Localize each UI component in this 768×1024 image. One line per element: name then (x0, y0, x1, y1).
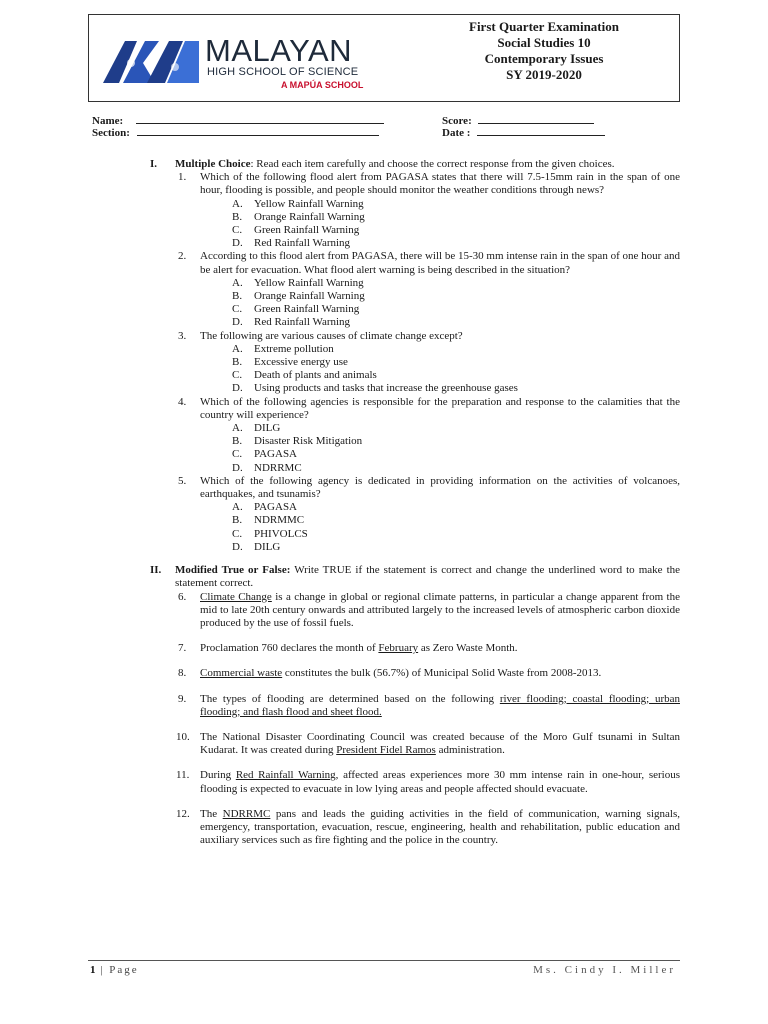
statement-text-before: The types of flooding are determined based on the following (200, 692, 500, 705)
option-letter: C. (232, 448, 243, 461)
answer-option[interactable] (232, 382, 680, 395)
statement-underlined: Red Rainfall Warning (235, 769, 336, 782)
answer-option[interactable] (232, 277, 680, 290)
part2-number: II. (150, 564, 162, 577)
statement-text-before: During (200, 769, 236, 782)
option-letter: A. (232, 276, 243, 289)
statement-number: 7. (178, 642, 187, 655)
question-number: 2. (178, 250, 187, 263)
option-letter: D. (232, 316, 243, 329)
option-letter: B. (232, 356, 243, 369)
option-letter: D. (232, 237, 243, 250)
option-text: Red Rainfall Warning (254, 237, 351, 250)
page-label: | Page (100, 964, 139, 976)
option-letter: C. (232, 527, 243, 540)
school-name: MALAYAN (205, 33, 353, 68)
statement-number: 8. (178, 667, 187, 680)
option-letter: B. (232, 514, 243, 527)
option-letter: B. (232, 210, 243, 223)
answer-option[interactable] (232, 303, 680, 316)
page-number: 1 (90, 964, 96, 976)
statement-item (150, 642, 680, 655)
multiple-choice-list (150, 171, 680, 554)
statement-text-after: is a change in global or regional climate patterns, in particular a change apparent from the mid to late 20th century onwards and attributed largely to the increased levels of atmospheric carbon dioxide produced by the use of fossil fuels. (200, 590, 680, 629)
exam-school-year: SY 2019-2020 (506, 67, 582, 82)
option-text: Red Rainfall Warning (254, 316, 351, 329)
statement-item (150, 693, 680, 719)
option-text: NDRRMC (254, 461, 302, 474)
question-item (150, 396, 680, 422)
option-text: Excessive energy use (254, 356, 348, 369)
option-letter: D. (232, 382, 243, 395)
statement-number: 10. (176, 730, 190, 743)
part1-instructions: : Read each item carefully and choose the correct response from the given choices. (250, 158, 615, 170)
statement-number: 12. (176, 807, 190, 820)
exam-header (88, 14, 680, 102)
option-list (150, 198, 680, 251)
question-number: 3. (178, 329, 187, 342)
option-letter: A. (232, 422, 243, 435)
statement-number: 9. (178, 692, 187, 705)
option-text: Orange Rainfall Warning (254, 290, 365, 303)
statement-text-before: Proclamation 760 declares the month of (200, 642, 379, 655)
exam-title-block (429, 19, 659, 83)
exam-content (150, 158, 680, 847)
option-text: PHIVOLCS (254, 527, 308, 540)
statement-underlined: February (378, 642, 419, 655)
statement-text-after: , affected areas experiences more 30 mm intense rain in one-hour, serious flooding is expected to evacuate in low lying areas and people affected should evacuate. (200, 769, 680, 795)
answer-option[interactable] (232, 369, 680, 382)
name-field[interactable] (136, 115, 384, 124)
statement-item (150, 808, 680, 848)
question-text: According to this flood alert from PAGASA, there will be 15-30 mm intense rain in the span of one hour and be alert for evacuation. What flood alert warning is being described in the situation? (200, 250, 680, 276)
part2-header (150, 564, 680, 590)
score-label: Score: (442, 115, 472, 127)
statement-underlined: Climate Change (200, 590, 272, 603)
option-letter: B. (232, 435, 243, 448)
statement-text-after: pans and leads the guiding activities in the field of communication, warning signals, emergency, transportation, evacuation, rescue, engineering, health and rehabilitation, public education and auxiliary services such as fire fighting and the police in the country. (200, 807, 680, 847)
part1-number: I. (150, 158, 158, 170)
option-text: Green Rainfall Warning (254, 224, 360, 237)
answer-option[interactable] (232, 290, 680, 303)
statement-underlined: NDRRMC (222, 807, 271, 820)
statement-text-after: as Zero Waste Month. (418, 642, 518, 655)
option-list (150, 343, 680, 396)
option-text: Yellow Rainfall Warning (254, 197, 364, 210)
question-text: Which of the following agencies is responsible for the preparation and response to the calamities that the country will experience? (200, 395, 680, 421)
option-letter: D. (232, 461, 243, 474)
answer-option[interactable] (232, 528, 680, 541)
score-field[interactable] (478, 115, 594, 124)
part2-title: Modified True or False: (175, 564, 291, 577)
answer-option[interactable] (232, 198, 680, 211)
question-number: 5. (178, 474, 187, 487)
option-text: PAGASA (254, 448, 298, 461)
true-false-list (150, 591, 680, 848)
statement-underlined: President Fidel Ramos (336, 744, 436, 757)
option-letter: A. (232, 197, 243, 210)
statement-item (150, 769, 680, 795)
statement-underlined: Commercial waste (200, 667, 283, 680)
date-label: Date : (442, 127, 471, 139)
option-text: Extreme pollution (254, 342, 334, 355)
section-label: Section: (92, 127, 130, 139)
statement-text-before: The National Disaster Coordinating Council was created because of the Moro Gulf tsunami in Sultan Kudarat. It was created during (200, 730, 680, 757)
answer-option[interactable] (232, 541, 680, 554)
question-text: The following are various causes of climate change except? (200, 329, 463, 342)
part2-instructions: Write TRUE if the statement is correct and change the underlined word to make the statement correct. (175, 564, 681, 590)
option-letter: D. (232, 540, 243, 553)
school-subtitle: HIGH SCHOOL OF SCIENCE (207, 66, 359, 78)
option-text: Death of plants and animals (254, 369, 377, 382)
option-letter: C. (232, 224, 243, 237)
option-letter: A. (232, 501, 243, 514)
date-field[interactable] (477, 127, 605, 136)
answer-option[interactable] (232, 435, 680, 448)
option-list (150, 422, 680, 475)
option-letter: A. (232, 342, 243, 355)
answer-option[interactable] (232, 448, 680, 461)
statement-item (150, 591, 680, 631)
answer-option[interactable] (232, 462, 680, 475)
question-text: Which of the following agency is dedicated in providing information on the activities of volcanoes, earthquakes, and tsunamis? (200, 474, 680, 501)
statement-item (150, 731, 680, 757)
option-text: Disaster Risk Mitigation (254, 435, 363, 448)
option-text: NDRMMC (254, 514, 305, 527)
name-label: Name: (92, 115, 124, 127)
answer-option[interactable] (232, 211, 680, 224)
answer-option[interactable] (232, 514, 680, 527)
question-number: 4. (178, 395, 187, 408)
option-letter: B. (232, 290, 243, 303)
school-logo-icon (103, 33, 199, 85)
question-item (150, 475, 680, 501)
student-info (92, 115, 692, 139)
option-text: Green Rainfall Warning (254, 303, 360, 316)
exam-title: First Quarter Examination (469, 19, 619, 34)
footer-page (90, 964, 139, 976)
option-text: Using products and tasks that increase the greenhouse gases (254, 382, 518, 395)
option-letter: C. (232, 369, 243, 382)
option-list (150, 501, 680, 554)
question-item (150, 171, 680, 197)
answer-option[interactable] (232, 224, 680, 237)
footer-author: Ms. Cindy I. Miller (533, 964, 676, 976)
answer-option[interactable] (232, 501, 680, 514)
footer-divider (88, 960, 680, 961)
option-text: DILG (254, 540, 281, 553)
exam-subject: Social Studies 10 (497, 35, 591, 50)
option-letter: C. (232, 303, 243, 316)
statement-underlined: river flooding; coastal flooding; urban flooding; and flash flood and sheet flood. (200, 692, 680, 718)
statement-text-before: The (200, 807, 223, 820)
statement-text-after: administration. (435, 744, 505, 757)
statement-number: 11. (176, 769, 190, 782)
statement-text-after: constitutes the bulk (56.7%) of Municipal Solid Waste from 2008-2013. (282, 667, 602, 680)
answer-option[interactable] (232, 316, 680, 329)
option-text: DILG (254, 422, 281, 435)
question-item (150, 330, 680, 343)
school-logo (103, 29, 373, 93)
question-item (150, 250, 680, 276)
school-tagline: A MAPÚA SCHOOL (281, 80, 364, 90)
answer-option[interactable] (232, 237, 680, 250)
answer-option[interactable] (232, 356, 680, 369)
option-text: Yellow Rainfall Warning (254, 276, 364, 289)
option-text: PAGASA (254, 501, 298, 514)
part1-title: Multiple Choice (175, 158, 251, 170)
question-number: 1. (178, 171, 187, 184)
option-list (150, 277, 680, 330)
question-text: Which of the following flood alert from PAGASA states that there will 7.5-15mm rain in the span of one hour, flooding is possible, and people should monitor the weather conditions through news? (200, 171, 680, 197)
statement-number: 6. (178, 590, 187, 603)
answer-option[interactable] (232, 422, 680, 435)
part1-header (150, 158, 680, 171)
exam-topic: Contemporary Issues (484, 51, 604, 66)
statement-item (150, 667, 680, 680)
section-field[interactable] (137, 127, 379, 136)
option-text: Orange Rainfall Warning (254, 210, 365, 223)
answer-option[interactable] (232, 343, 680, 356)
